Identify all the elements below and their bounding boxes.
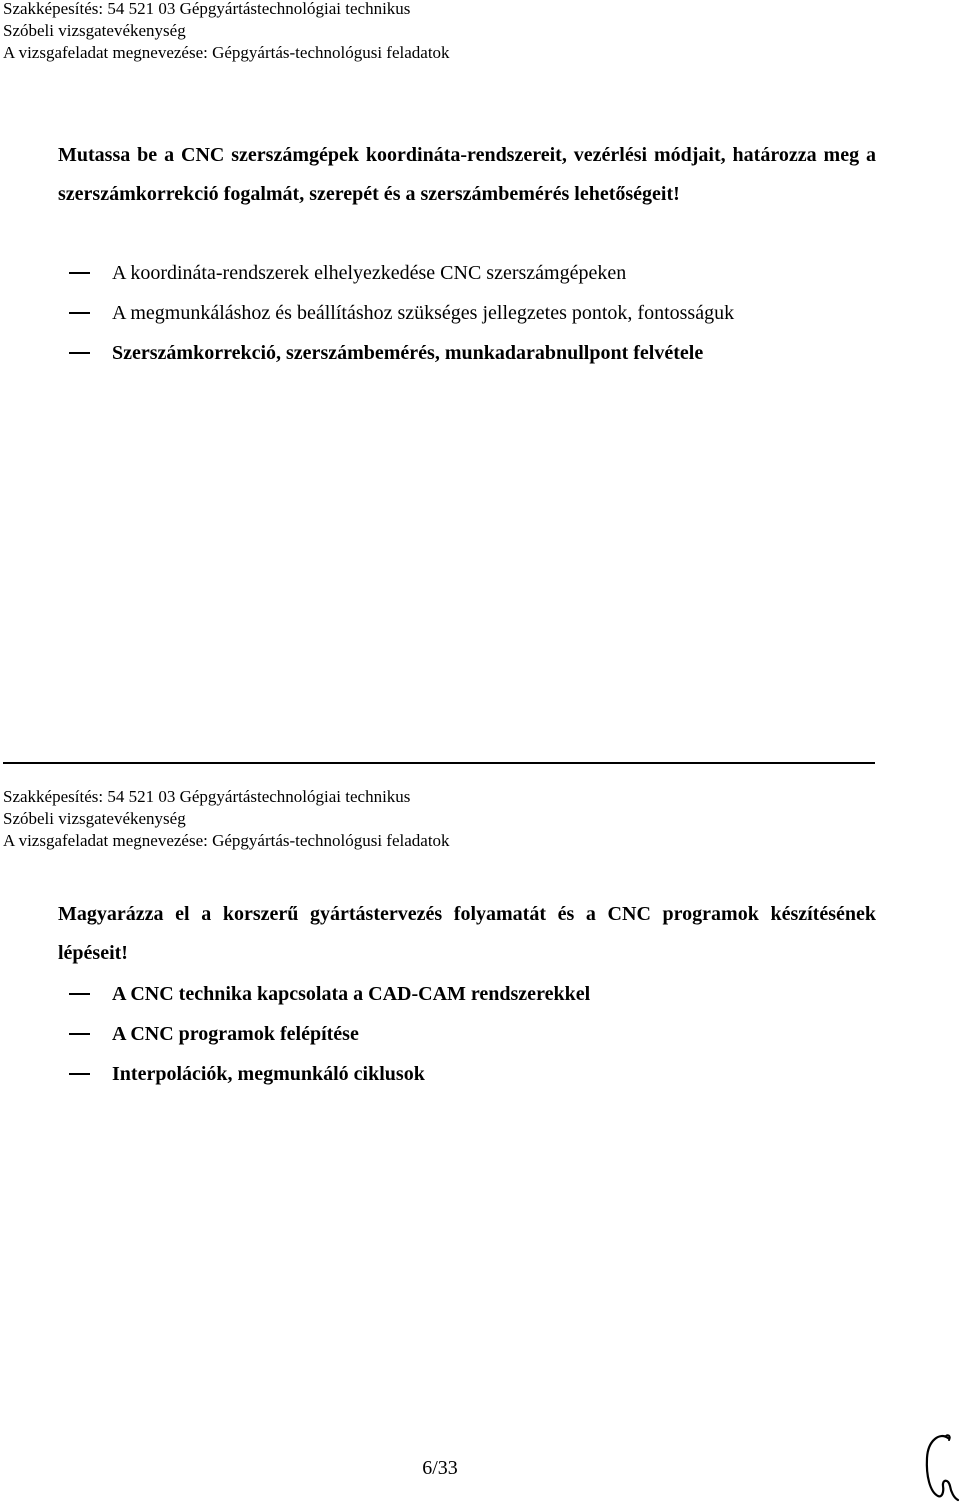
task-8-bullet-list [0,974,900,1094]
task-8-text: Magyarázza el a korszerű gyártástervezés folyamatát és a CNC programok készítésének lépéseit! [58,903,876,964]
task-7-number [3,136,58,175]
header-qualification: Szakképesítés: 54 521 03 Gépgyártástechnológiai technikus [3,0,411,18]
header-exam-type: Szóbeli vizsgatevékenység [3,809,186,828]
task-7 [3,136,876,214]
dash-bullet-icon [69,352,90,354]
list-item [0,293,900,333]
dash-bullet-icon [69,993,90,995]
list-item [0,253,900,293]
dash-bullet-icon [69,272,90,274]
dash-bullet-icon [69,1033,90,1035]
task-8 [3,895,876,973]
header-qualification: Szakképesítés: 54 521 03 Gépgyártástechnológiai technikus [3,787,411,806]
task-7-bullet-1: A koordináta-rendszerek elhelyezkedése CNC szerszámgépeken [112,262,627,284]
header-task-name: A vizsgafeladat megnevezése: Gépgyártás-technológusi feladatok [3,831,450,850]
page-header [3,0,450,64]
page-header-2 [3,786,450,852]
dash-bullet-icon [69,312,90,314]
task-7-bullet-3: Szerszámkorrekció, szerszámbemérés, munkadarabnullpont felvétele [112,342,704,364]
task-8-number [3,895,58,934]
dash-bullet-icon [69,1073,90,1075]
task-8-bullet-1: A CNC technika kapcsolata a CAD-CAM rendszerekkel [112,983,591,1005]
list-item [0,1014,900,1054]
page-separator [3,762,875,764]
signature-icon [918,1430,960,1503]
list-item [0,333,900,373]
list-item [0,1054,900,1094]
task-8-bullet-2: A CNC programok felépítése [112,1023,359,1045]
task-7-text: Mutassa be a CNC szerszámgépek koordináta-rendszereit, vezérlési módjait, határozza meg a szerszámkorrekció fogalmát, szerepét és a szerszámbemérés lehetőségeit! [58,144,876,205]
page-number: 6/33 [422,1457,458,1479]
task-7-bullet-list [0,253,900,373]
header-task-name: A vizsgafeladat megnevezése: Gépgyártás-technológusi feladatok [3,43,450,62]
list-item [0,974,900,1014]
header-exam-type: Szóbeli vizsgatevékenység [3,21,186,40]
task-7-bullet-2: A megmunkáláshoz és beállításhoz szükséges jellegzetes pontok, fontosságuk [112,302,735,324]
task-8-bullet-3: Interpolációk, megmunkáló ciklusok [112,1063,425,1085]
